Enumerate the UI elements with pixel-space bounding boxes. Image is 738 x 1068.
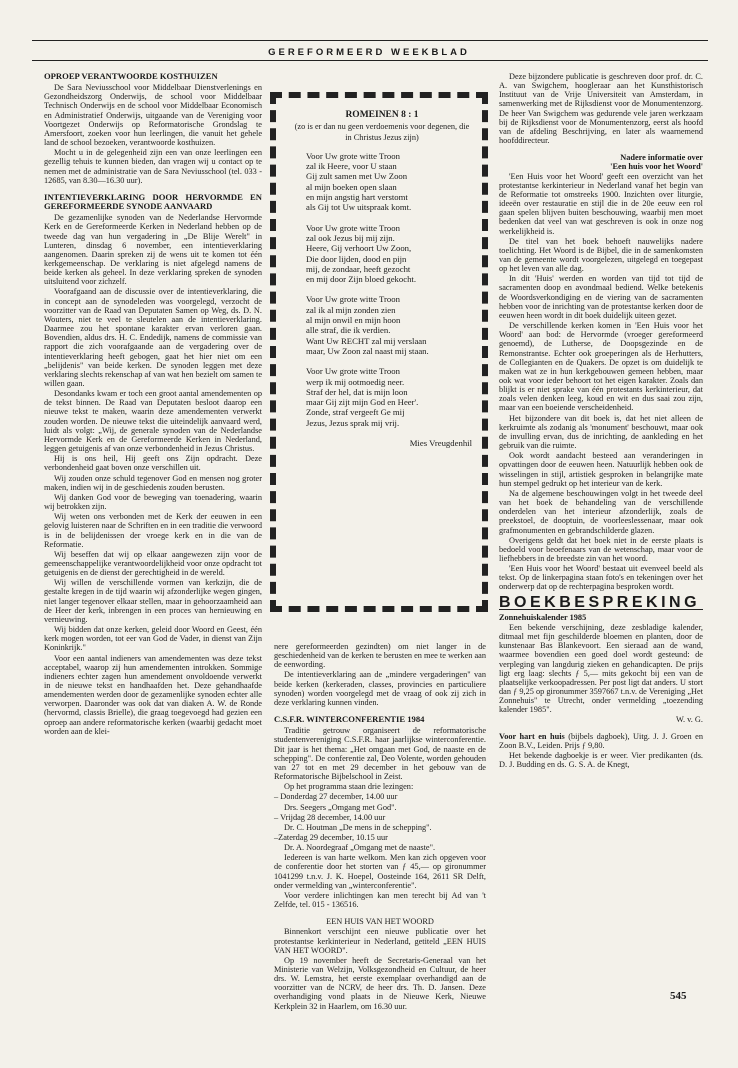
spacer bbox=[499, 725, 703, 732]
poem-line: zal ik Heere, voor U staan bbox=[306, 161, 397, 172]
paragraph: Iedereen is van harte welkom. Men kan zich opgeven voor de conferentie door het storten van ƒ 45,— op gironummer 1041299 t.n.v. J. K. Hoepel, Oosteinde 164, 2611 SR Delft, onder vermelding van „winterconferentie". bbox=[274, 853, 486, 890]
poem-line: mij, de zondaar, heeft gezocht bbox=[306, 263, 411, 274]
subheading: Nadere informatie over bbox=[620, 153, 703, 163]
poem-line: Gij zult samen met Uw Zoon bbox=[306, 171, 408, 182]
paragraph: 'Een Huis voor het Woord' bestaat uit evenveel beeld als tekst. Op de linkerpagina staan foto's en tekeningen over het onderwerp dat op de rechterpagina besproken wordt. bbox=[499, 564, 703, 592]
paragraph: Het bijzondere van dit boek is, dat het niet alleen de kerkruimte als zodanig als 'monument' beschouwt, maar ook de invulling ervan, dus de inrichting, de aankleding en het gebruik van die ruimte. bbox=[499, 413, 703, 451]
poem-line: en mijn angstig hart verstomt bbox=[306, 192, 408, 203]
poem-line: al mijn onwil en mijn hoon bbox=[306, 315, 401, 326]
section-heading: C.S.F.R. WINTERCONFERENTIE 1984 bbox=[274, 714, 425, 725]
paragraph: De intentieverklaring aan de „mindere vergaderingen" van beide kerken (kerkeraden, classes, provincies en particuliere synoden) worden voorgelegd met de vraag of ook zij zich in deze verklaring kunnen vinden. bbox=[274, 670, 486, 707]
paragraph: – Vrijdag 28 december, 14.00 uur bbox=[274, 812, 386, 822]
poem-stanza bbox=[292, 294, 472, 356]
spacer bbox=[499, 146, 703, 153]
poem-line: Jezus, Jezus sprak mij vrij. bbox=[306, 417, 400, 428]
paragraph: Wij willen de verschillende vormen van kerkzijn, die de gestalte kregen in de tijd waarin wij afzonderlijke wegen gingen, niet langer tegenover elkaar stellen, maar in gehoorzaamheid aan de Heer der kerk, inbrengen in een proces van hernieuwing en vernieuwing. bbox=[44, 578, 262, 624]
paragraph: Voor verdere inlichtingen kan men terecht bij Ad van 't Zelfde, tel. 015 - 136516. bbox=[274, 890, 486, 910]
paragraph: Overigens geldt dat het boek niet in de eerste plaats is bedoeld voor beoefenaars van de wetenschap, maar voor de liefhebbers in de breedste zin van het woord. bbox=[499, 535, 703, 563]
poem-line: zal ook Jezus bij mij zijn. bbox=[306, 232, 395, 243]
poem-line: Voor Uw grote witte Troon bbox=[306, 150, 400, 161]
paragraph: Op 19 november heeft de Secretaris-Generaal van het Ministerie van Welzijn, Volksgezondheid en Cultuur, de heer drs. W. Lemstra, het eerste exemplaar overhandigd aan de voorzitter van de NCRV, de heer drs. Th. D. Jansen. Deze overhandiging vond plaats in de Nieuwe Kerk, Nieuwe Kerkplein 32 in Haarlem, om 16.30 uur. bbox=[274, 955, 486, 1011]
paragraph: De gezamenlijke synoden van de Nederlandse Hervormde Kerk en de Gereformeerde Kerken in Nederland hebben op de tweede dag van hun vergadering in „De Blije Werelt" in Lunteren, dinsdag 6 november, een intentieverklaring aangenomen. Daarin spreken zij de wens uit te komen tot één kerkgemeenschap. De verklaring is niet afgelegd namens de beide kerken als geheel. In deze verklaring spreken de synoden uitsluitend voor zichzelf. bbox=[44, 213, 262, 287]
poem-stanzas bbox=[292, 151, 472, 428]
paragraph: Voorafgaand aan de discussie over de intentieverklaring, die in concept aan de synodeleden was voorgelegd, verzocht de voorzitter van de Raad van Deputaten Samen op Weg, ds. D. N. Wouters, niet te veel te sleutelen aan de intentieverklaring. Daarmee zou het spontane karakter ervan verloren gaan. Bovendien, aldus drs. H. C. Endedijk, namens de commissie van rapport die zich voorafgaande aan de vergadering over de intentieverklaring heeft gebogen, gaat het hier niet om een „belijdenis" van beide kerken. De synoden leggen met deze verklaring slechts rekenschap af van wat hen bezielt om samen te willen gaan. bbox=[44, 287, 262, 388]
column-right bbox=[499, 72, 703, 770]
section-heading: OPROEP VERANTWOORDE KOSTHUIZEN bbox=[44, 71, 218, 81]
paragraph: Wij weten ons verbonden met de Kerk der eeuwen in een gelovig luisteren naar de Schriften en in een traditie die verwoord is in de belijdenissen der vroege kerk en in die van de Reformatie. bbox=[44, 512, 262, 549]
paragraph: Desondanks kwam er toch een groot aantal amendementen op de tekst binnen. De Raad van Deputaten besloot daarop een nieuwe tekst te maken, waarin deze amendementen verwerkt zouden worden. De nieuwe tekst die uiteindelijk aanvaard werd, luidt als volgt: „Wij, de generale synoden van de Nederlandse Hervormde Kerk en de Gereformeerde Kerken in Nederland, leggen getuigenis af van onze verbondenheid in Jezus Christus. bbox=[44, 389, 262, 454]
poem-line: Heere, Gij verhoort Uw Zoon, bbox=[306, 243, 412, 254]
poem-stanza bbox=[292, 223, 472, 285]
paragraph: Traditie getrouw organiseert de reformatorische studentenvereniging C.S.F.R. haar jaarlijkse winterconferentie. Dit jaar is het thema: „Het omgaan met God, de naaste en de schepping". De conferentie zal, Deo Volente, worden gehouden van 27 tot en met 29 december in het gebouw van de Reformatorische Bijbelschool in Zeist. bbox=[274, 726, 486, 782]
paragraph: nere gereformeerden gezindten) om niet langer in de geschiedenheid van de kerken te berusten en mee te werken aan de eenwording. bbox=[274, 642, 486, 670]
paragraph: Op het programma staan drie lezingen: bbox=[284, 782, 414, 792]
poem-line: zal ik al mijn zonden zien bbox=[306, 304, 396, 315]
paragraph: Voor een aantal indieners van amendementen was deze tekst acceptabel, waarop zij hun amendementen introkken. Sommige indieners echter zagen hun amendement onvoldoende verwerkt in de nieuwe tekst en handhaafden het. Deze gehandhaafde amendementen werden door de gezamenlijke synoden echter alle verworpen. Daaronder was ook dat van diaken A. W. de Ronde (hervormd, classis Brielle), die graag toegevoegd had gezien een oproep aan andere reformatorische kerken (waarbij gedacht moet worden aan de klei- bbox=[44, 653, 262, 736]
page-number: 545 bbox=[670, 990, 687, 1002]
section-banner: BOEKBESPREKING bbox=[499, 593, 701, 611]
poem-line: Straf der hel, dat is mijn loon bbox=[306, 386, 408, 397]
paragraph: De Sara Neviusschool voor Middelbaar Dienstverlenings en Gezondheidszorg Onderwijs, de school voor Middelbaar Technisch Onderwijs en de school voor Middelbaar Economisch en Administratief Onderwijs, uitgaande van de Vereniging voor Voortgezet Onderwijs op Reformatorische Grondslag te Amersfoort, zoeken voor hun leerlingen, die vanuit het gehele land de school bezoeken, verantwoorde kosthuizen. bbox=[44, 83, 262, 148]
poem-line: alle straf, die ik verdien. bbox=[306, 325, 391, 336]
poem-line: en mij door Zijn bloed gekocht. bbox=[306, 274, 417, 285]
section-heading: INTENTIEVERKLARING DOOR HERVORMDE EN GEREFORMEERDE SYNODE AANVAARD bbox=[44, 191, 262, 212]
paragraph: –Zaterdag 29 december, 10.15 uur bbox=[274, 832, 388, 842]
paragraph: Drs. Seegers „Omgang met God". bbox=[284, 802, 397, 812]
running-header: GEREFORMEERD WEEKBLAD bbox=[268, 47, 470, 58]
book-title: Voor hart en huis bbox=[499, 731, 565, 741]
paragraph: De verschillende kerken komen in 'Een Huis voor het Woord' aan bod: de Hervormde (vroeger gereformeerd genoemd), de Lutherse, de Doopsgezinde en de Remonstrantse. Echter ook groeperingen als de Herhutters, de Collegianten en de Quakers. De opzet is om duidelijk te maken wat ze in hun kerkgebouwen gemeen hebben, maar ook wat voor ieder behoort tot het eigen karakter. Zoals dan blijkt is er niet sprake van één protestants kerkinterieur, dat zoals velen denken leeg, koud en wit en dus saai zou zijn, maar van een boeiende verscheidenheid. bbox=[499, 321, 703, 413]
paragraph: Wij beseffen dat wij op elkaar aangewezen zijn voor de gemeenschappelijke verantwoordelijkheid voor onze opdracht tot getuigenis en de dienst der gerechtigheid in de wereld. bbox=[44, 549, 262, 578]
poem-author: Mies Vreugdenhil bbox=[409, 438, 472, 449]
poem-line: Want Uw RECHT zal mij verslaan bbox=[306, 335, 427, 346]
poem-subtitle: (zo is er dan nu geen verdoemenis voor degenen, die in Christus Jezus zijn) bbox=[294, 122, 470, 142]
book-details: (bijbels dagboek), Uitg. J. J. Groen en Zoon B.V., Leiden. Prijs ƒ 9,80. bbox=[499, 731, 703, 750]
paragraph: Na de algemene beschouwingen volgt in het tweede deel van het boek de behandeling van de verschillende onderdelen van het interieur afzonderlijk, zoals de preekstoel, de dooptuin, de voorleeslessenaar, maar ook grafmonumenten en gebrandschilderde glazen. bbox=[499, 488, 703, 535]
paragraph: Hij is ons heil, Hij geeft ons Zijn opdracht. Deze verbondenheid gaat boven onze verschillen uit. bbox=[44, 454, 262, 473]
poem-line: Voor Uw grote witte Troon bbox=[306, 366, 400, 377]
subheading: Zonnehuiskalender 1985 bbox=[499, 612, 587, 622]
paragraph: Het bekende dagboekje is er weer. Vier predikanten (ds. D. J. Budding en ds. G. S. A. de Knegt, bbox=[499, 750, 703, 770]
poem-line: maar Gij zijt mijn God en Heer'. bbox=[306, 397, 419, 408]
paragraph: – Donderdag 27 december, 14.00 uur bbox=[274, 792, 398, 802]
poem-line: maar, Uw Zoon zal naast mij staan. bbox=[306, 345, 429, 356]
signature: W. v. G. bbox=[675, 715, 703, 725]
poem-line: Voor Uw grote witte Troon bbox=[306, 222, 400, 233]
column-middle bbox=[274, 642, 486, 1012]
paragraph: Binnenkort verschijnt een nieuwe publicatie over het protestantse kerkinterieur in Nederland, getiteld „EEN HUIS VAN HET WOORD". bbox=[274, 927, 486, 955]
poem-line: werp ik mij ootmoedig neer. bbox=[306, 376, 405, 387]
poem-line: Zonde, straf vergeeft Ge mij bbox=[306, 407, 405, 418]
poem-stanza bbox=[292, 366, 472, 428]
paragraph: Dr. C. Houtman „De mens in de schepping". bbox=[284, 822, 432, 832]
subheading: 'Een huis voor het Woord' bbox=[610, 162, 703, 172]
paragraph: Mocht u in de gelegenheid zijn een van onze leerlingen een gezellig tehuis te kunnen bieden, dan vragen wij u contact op te nemen met de administratie van de Sara Neviusschool (tel. 033 - 12685, van 8.30—16.30 uur). bbox=[44, 148, 262, 185]
poem-line: als Gij tot Uw uitspraak komt. bbox=[306, 202, 412, 213]
poem-line: Die door lijden, dood en pijn bbox=[306, 253, 407, 264]
spacer bbox=[274, 910, 486, 917]
paragraph: 'Een Huis voor het Woord' geeft een overzicht van het protestantse kerkinterieur in Nederland vanaf het begin van de Reformatie tot omstreeks 1900. Inzichten over liturgie, ideeën over restauratie en stijl die in de 20e eeuw een rol gaan spelen blijven buiten beschouwing, waarbij men moet bedenken dat veel van wat geschreven is ook in onze nog werkelijkheid is. bbox=[499, 171, 703, 236]
paragraph: Wij zouden onze schuld tegenover God en mensen nog groter maken, indien wij in de geschiedenis zouden berusten. bbox=[44, 473, 262, 492]
poem-stanza bbox=[292, 151, 472, 213]
paragraph: Ook wordt aandacht besteed aan veranderingen in opvattingen door de eeuwen heen. Natuurlijk hebben ook de wisselingen in stijl, artistiek gesproken in belangrijke mate hun stempel gedrukt op het interieur van de kerk. bbox=[499, 451, 703, 488]
paragraph: Een bekende verschijning, deze zesbladige kalender, ditmaal met fijn geschilderde bloemen en planten, door de kunstenaar Bas Blankevoort. Een sieraad aan de wand, waarmee bovendien een goed doel wordt gesteund: de verpleging van langdurig zieken en gehandicapten. De prijs ligt erg laag: slechts ƒ 5,— mits gekocht bij een van de plaatselijke verkoopadressen. Per post ligt dat anders. U stort dan ƒ 9,25 op gironummer 3597667 t.n.v. de Vereniging „Het Zonnehuis" te Utrecht, onder vermelding „toezending kalender 1985". bbox=[499, 622, 703, 715]
book-entry bbox=[499, 732, 703, 750]
paragraph: Deze bijzondere publicatie is geschreven door prof. dr. C. A. van Swigchem, hoogleraar aan het Kunsthistorisch Instituut van de Vrije Universiteit van Amsterdam, in samenwerking met de Rijksdienst voor de Monumentenzorg. De heer Van Swigchem was gedurende vele jaren werkzaam bij de Rijksdienst voor de Monumentenzorg, eerst als hoofd van de afdeling Beschrijving, en later als waarnemend hoofddirecteur. bbox=[499, 72, 703, 146]
paragraph: De titel van het boek behoeft nauwelijks nadere toelichting. Het Woord is de Bijbel, die in de samenkomsten van de gemeente wordt voorgelezen, uitgelegd en toegepast op het leven van alle dag. bbox=[499, 236, 703, 274]
paragraph: In dit 'Huis' werden en worden van tijd tot tijd de sacramenten doop en avondmaal bediend. Welke betekenis de Woordsverkondiging en de viering van de sacramenten hebben voor de inrichting van de protestantse kerken door de eeuwen heen wordt in dit boek duidelijk uiteen gezet. bbox=[499, 274, 703, 320]
poem-title: ROMEINEN 8 : 1 bbox=[345, 110, 419, 120]
column-left bbox=[44, 72, 262, 737]
poem-line: al mijn boeken open slaan bbox=[306, 181, 397, 192]
paragraph: Wij bidden dat onze kerken, geleid door Woord en Geest, één kerk mogen worden, tot eer van God de Vader, in dienst van Zijn Koninkrijk." bbox=[44, 625, 262, 653]
poem-line: Voor Uw grote witte Troon bbox=[306, 294, 400, 305]
paragraph: Dr. A. Noordegraaf „Omgang met de naaste". bbox=[284, 843, 436, 853]
section-heading: EEN HUIS VAN HET WOORD bbox=[326, 917, 434, 927]
top-rule bbox=[32, 40, 708, 41]
header-rule bbox=[32, 60, 708, 61]
poem-box bbox=[270, 92, 488, 612]
paragraph: Wij danken God voor de beweging van toenadering, waarin wij betrokken zijn. bbox=[44, 492, 262, 512]
